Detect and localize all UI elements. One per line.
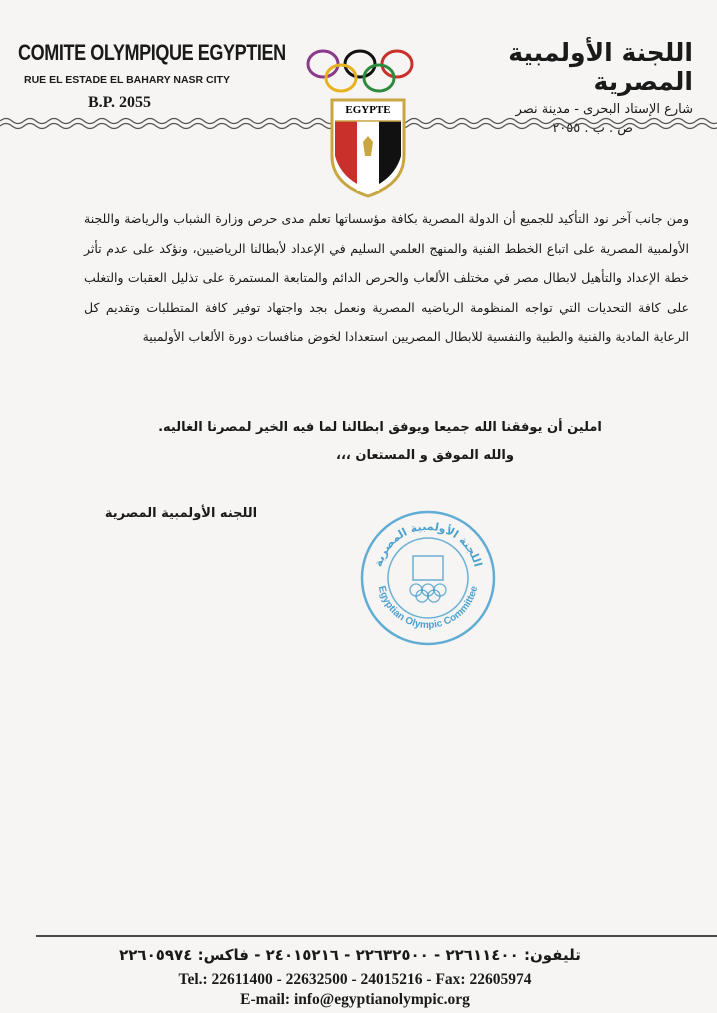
footer-email[interactable]: E-mail: info@egyptianolympic.org <box>240 991 470 1008</box>
address-fr: RUE EL ESTADE EL BAHARY NASR CITY <box>24 74 230 86</box>
footer-divider <box>36 935 717 937</box>
signature-block: اللجنه الأولمبية المصرية <box>104 506 258 521</box>
stamp-english-text: Egyptian Olympic Committee <box>375 584 481 632</box>
footer-phones-arabic: تليفون: ٢٢٦١١٤٠٠ - ٢٢٦٣٢٥٠٠ - ٢٤٠١٥٢١٦ - فاكس: ٢٢٦٠٥٩٧٤ <box>119 946 581 964</box>
official-stamp-icon <box>358 508 498 648</box>
org-name-ar: اللجنة الأولمبية المصرية <box>508 38 693 96</box>
header-left <box>18 40 286 112</box>
olympic-rings-icon <box>305 44 415 96</box>
po-box-ar: ص . ب . ٢٠٥٥ <box>552 121 633 136</box>
letter-body-paragraph: ومن جانب آخر نود التأكيد للجميع أن الدولة المصرية بكافة مؤسساتها تعلم مدى حرص وزارة الشباب والرياضة واللجنة الأولمبية المصرية على اتباع الخطط الفنية والمنهج العلمي السليم في الإعداد لأبطالنا الرياضيين، ونؤكد على عدم تأثر خطة الإعداد والتأهيل لابطال مصر في مختلف الألعاب والحرص الدائم والمتابعة المستمرة على تذليل العقبات والتغلب على كافة التحديات التي تواجه المنظومة الرياضيه المصرية ونعمل بجد واجتهاد توفير كافة المتطلبات وتقديم كل الرعاية المادية والفنية والطبية والنفسية للابطال المصريين استعدادا لخوض منافسات دورة الألعاب الأولمبية <box>84 211 689 344</box>
prayer-line-2: والله الموفق و المستعان ،،، <box>336 448 514 463</box>
closing-prayer <box>100 414 660 470</box>
address-ar: شارع الإستاد البحرى - مدينة نصر <box>515 102 693 117</box>
org-name-fr: COMITE OLYMPIQUE EGYPTIEN <box>18 40 286 65</box>
stamp-arabic-text: اللجنة الأولمبية المصرية <box>371 519 485 569</box>
footer-phones-english: Tel.: 22611400 - 22632500 - 24015216 - Fax: 22605974 <box>178 971 532 988</box>
logo-label: EGYPTE <box>345 104 391 116</box>
po-box-fr: B.P. 2055 <box>88 94 151 111</box>
prayer-line-1: املين أن يوفقنا الله جميعا ويوفق ابطالنا لما فيه الخير لمصرنا الغاليه. <box>158 420 602 435</box>
